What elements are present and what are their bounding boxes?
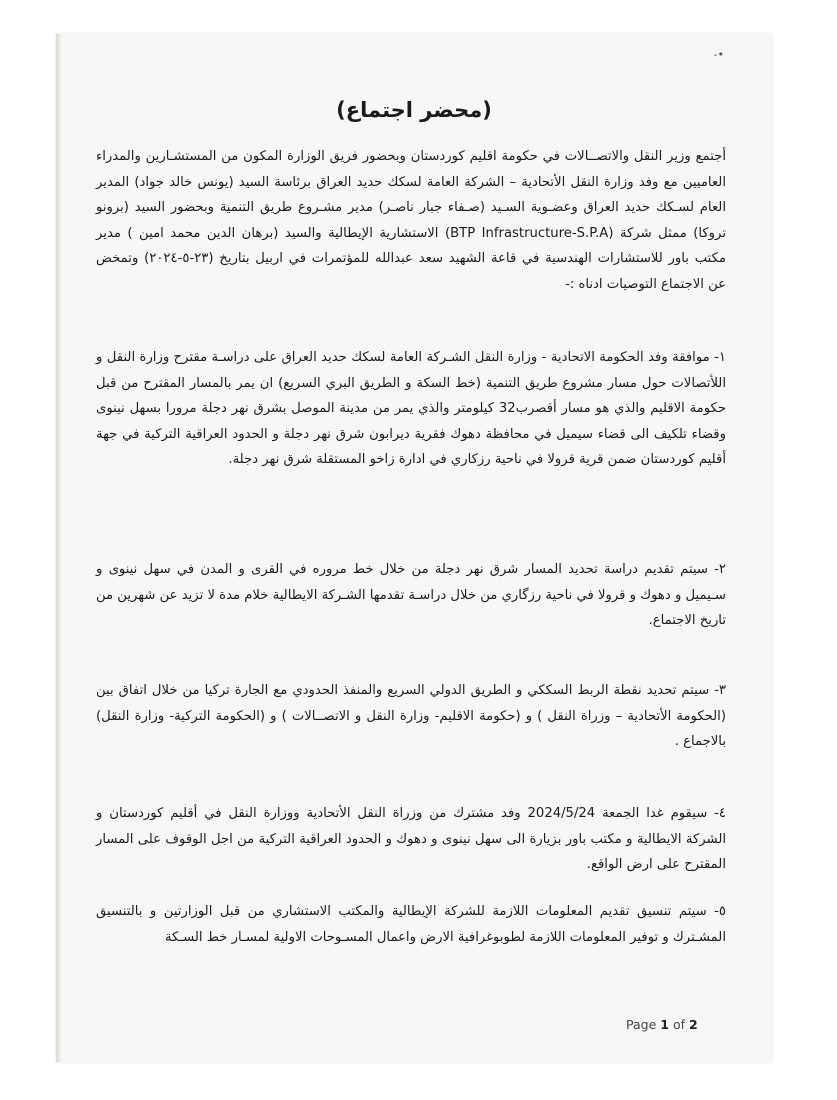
document-title: (محضر اجتماع): [336, 98, 492, 122]
recommendation-1: ١- موافقة وفد الحكومة الاتحادية - وزارة النقل الشـركة العامة لسكك حديد العراق على دراسـة مقترح وزارة النقل و اللأتصالات حول مسار مشروع طريق التنمية (خط السكة و الطريق البري السريع) ان يمر بالمسار المقترح من قبل حكومة الاقليم والذي هو مسار أقصرب32 كيلومتر والذي يمر من مدينة الموصل بشرق نهر دجلة مرورا بسهل نينوى وقضاء تلكيف الى قضاء سيميل في محافظة دهوك فقرية ديرابون شرق نهر دجلة و الحدود العراقية التركية في جهة أقليم كوردستان ضمن قرية قرولا في ناحية رزكاري في ادارة زاخو المستقلة شرق نهر دجلة.: [96, 350, 726, 467]
total-pages: 2: [688, 1017, 698, 1032]
recommendation-3: ٣- سيتم تحديد نقطة الربط السككي و الطريق الدولي السريع والمنفذ الحدودي مع الجارة تركيا من خلال اتفاق بين (الحكومة الأتحادية – وزراة النقل ) و (حكومة الاقليم- وزارة النقل و الاتصــالات ) و (الحكومة التركية- وزارة النقل) بالاجماع .: [96, 683, 726, 749]
page-number: [626, 1017, 698, 1032]
recommendation-4: ٤- سيقوم غدا الجمعة 2024/5/24 وفد مشترك من وزراة النقل الأتحادية ووزارة النقل في أقليم كوردستان و الشركة الايطالية و مكتب باور بزيارة الى سهل نينوى و دهوك و الحدود العراقية التركية من اجل الوقوف على المسار المقترح على ارض الواقع.: [96, 806, 727, 872]
current-page: 1: [660, 1017, 669, 1032]
page-edge-shadow: [56, 34, 62, 1062]
recommendation-5: ٥- سيتم تنسيق تقديم المعلومات اللازمة للشركة الإيطالية والمكتب الاستشاري من قبل الوزارتين و بالتنسيق المشـترك و توفير المعلومات اللازمة لطوبوغرافية الارض واعمال المسـوحات الاولية لمسـار خط السـكة: [96, 904, 726, 945]
recommendation-2: ٢- سيتم تقديم دراسة تحديد المسار شرق نهر دجلة من خلال خط مروره في القرى و المدن في سهل نينوى و سـيميل و دهوك و قرولا في ناحية رزگاري من خلال دراسـة تقدمها الشـركة الايطالية خلام مدة لا تزيد عن شهرين من تاريخ الاجتماع.: [96, 562, 726, 628]
page-word: Page: [626, 1017, 657, 1032]
of-word: of: [672, 1017, 685, 1032]
intro-paragraph: أجتمع وزير النقل والاتصــالات في حكومة اقليم كوردستان وبحضور فريق الوزارة المكون من المستشـارين والمدراء العاميين مع وفد وزارة النقل الأتحادية – الشركة العامة لسكك حديد العراق برئاسة السيد (يونس خالد جواد) المدير العام لسـكك حديد العراق وعضـوية السـيد (صـفاء جبار ناصـر) مدير مشـروع طريق التنمية وبحضور السيد (برونو تروكا) ممثل شركة (BTP Infrastructure-S.P.A) الاستشارية الإيطالية والسيد (برهان الدين محمد امين ) مدير مكتب باور للاستشارات الهندسية في قاعة الشهيد سعد عبدالله للمؤتمرات في اربيل بتاريخ (٢٣-٥-٢٠٢٤) وتمخض عن الاجتماع التوصيات ادناه :-: [96, 149, 726, 292]
document-page: [56, 34, 772, 1062]
corner-mark: -•: [713, 48, 724, 61]
